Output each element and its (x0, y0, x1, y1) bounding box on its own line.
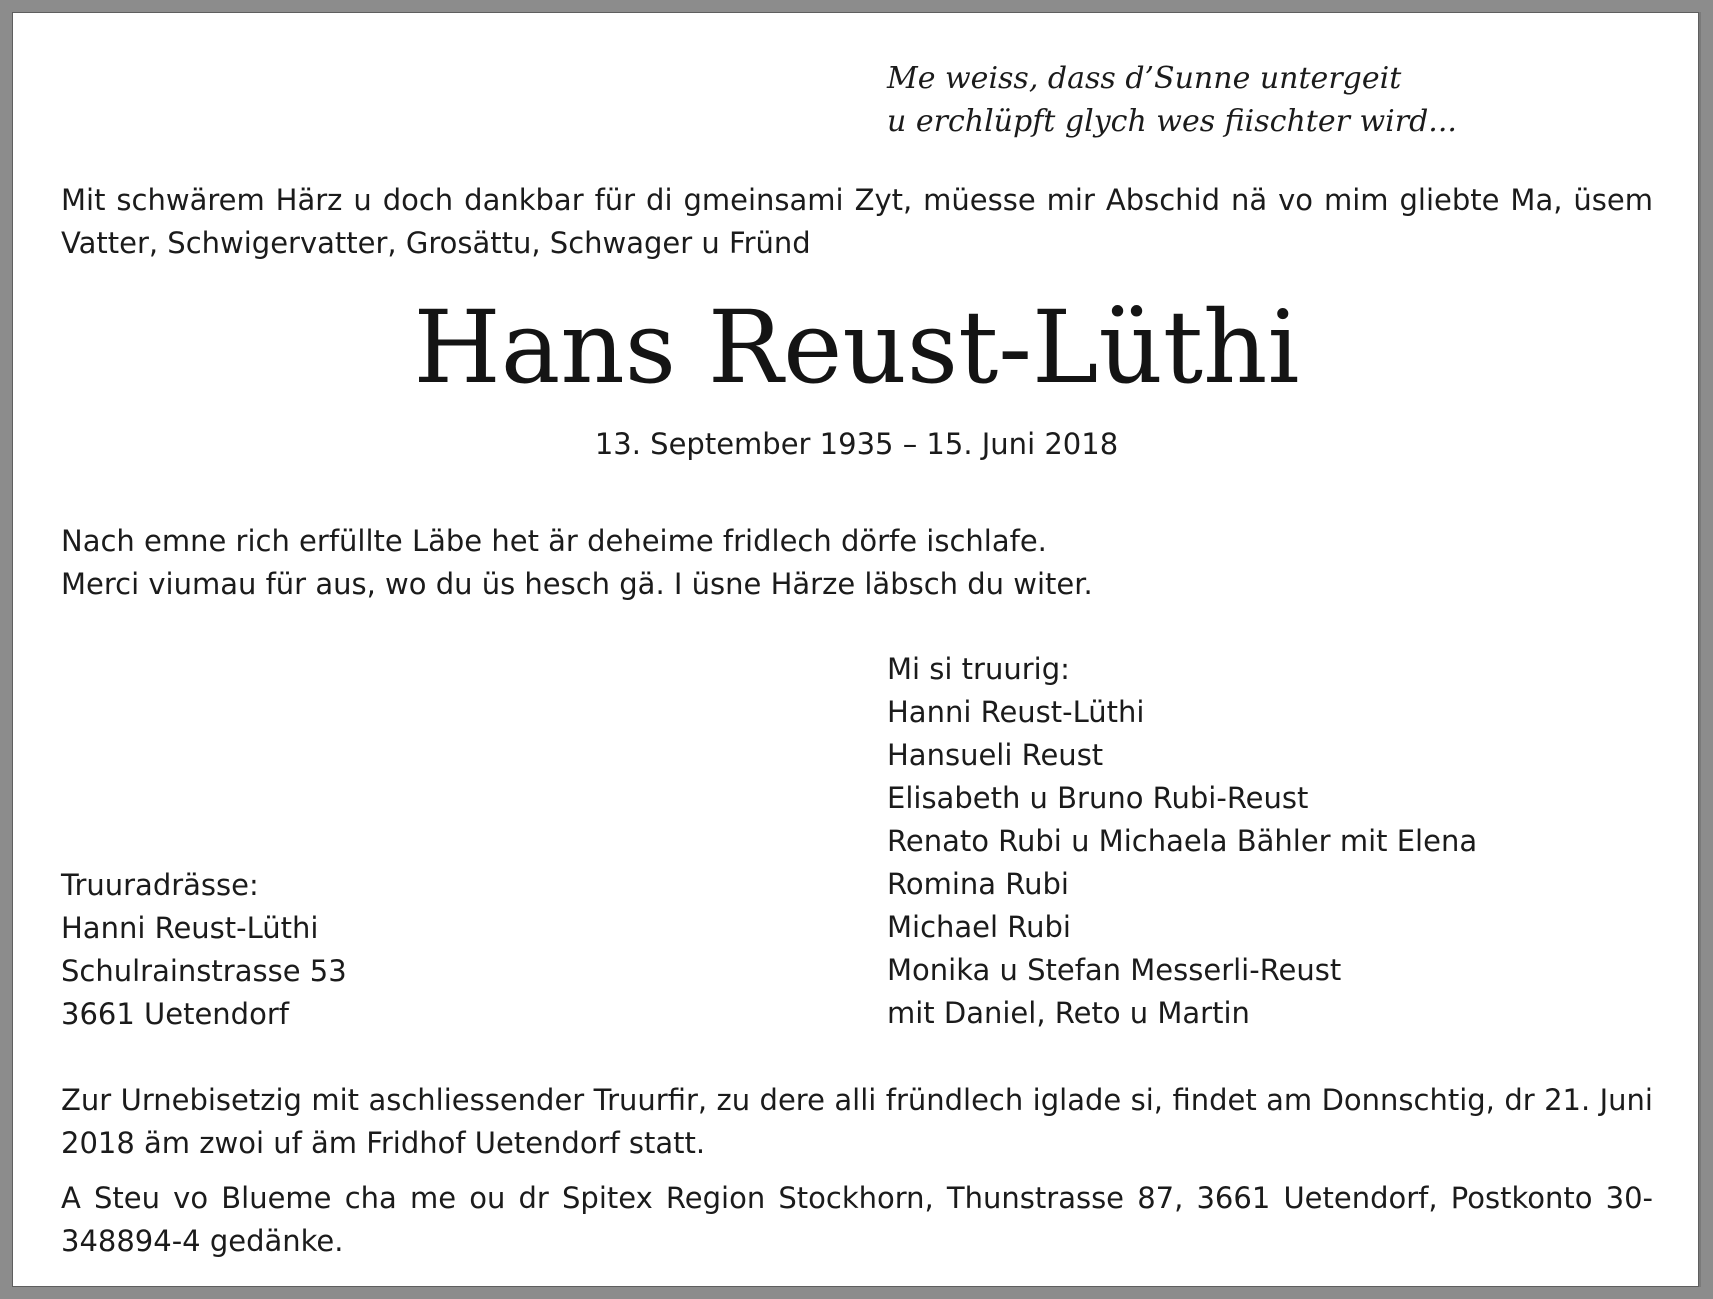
mourner-name: Renato Rubi u Michaela Bähler mit Elena (887, 824, 1478, 858)
donation-notice: A Steu vo Blueme cha me ou dr Spitex Region Stockhorn, Thunstrasse 87, 3661 Uetendorf, Postkonto 30-348894-4 gedänke. (61, 1181, 1653, 1258)
motto-quote (887, 57, 1457, 143)
page-frame-left (0, 0, 12, 1299)
deceased-name: Hans Reust-Lüthi (413, 289, 1300, 406)
mourners-heading: Mi si truurig: (887, 652, 1070, 686)
mourner-name: Elisabeth u Bruno Rubi-Reust (887, 781, 1309, 815)
condolence-address (61, 864, 347, 1036)
obituary-notice (12, 12, 1699, 1287)
mourner-name: Michael Rubi (887, 910, 1071, 944)
mourner-name: Romina Rubi (887, 867, 1069, 901)
address-heading: Truuradrässe: (61, 868, 259, 902)
page-frame-top (0, 0, 1713, 12)
mourner-name: Monika u Stefan Messerli-Reust (887, 953, 1342, 987)
page-frame-right (1701, 0, 1713, 1299)
farewell-line-2: Merci viumau für aus, wo du üs hesch gä. I üsne Härze läbsch du witer. (61, 567, 1093, 601)
funeral-notice: Zur Urnebisetzig mit aschliessender Truurfir, zu dere alli fründlech iglade si, findet am Donnschtig, dr 21. Juni 2018 äm zwoi uf äm Fridhof Uetendorf statt. (61, 1083, 1653, 1160)
intro-paragraph: Mit schwärem Härz u doch dankbar für di gmeinsami Zyt, müesse mir Abschid nä vo mim gliebte Ma, üsem Vatter, Schwigervatter, Grosättu, Schwager u Fründ (61, 183, 1653, 260)
mourners-list (887, 648, 1477, 1035)
address-city: 3661 Uetendorf (61, 997, 289, 1031)
mourner-name: Hanni Reust-Lüthi (887, 695, 1145, 729)
motto-line-1: Me weiss, dass d’Sunne untergeit (887, 61, 1402, 96)
farewell-message (61, 520, 1093, 606)
address-street: Schulrainstrasse 53 (61, 954, 347, 988)
page-frame-bottom (0, 1287, 1713, 1299)
mourner-name: Hansueli Reust (887, 738, 1104, 772)
farewell-line-1: Nach emne rich erfüllte Läbe het är deheime fridlech dörfe ischlafe. (61, 524, 1047, 558)
motto-line-2: u erchlüpft glych wes fiischter wird... (887, 104, 1457, 139)
address-name: Hanni Reust-Lüthi (61, 911, 319, 945)
life-dates: 13. September 1935 – 15. Juni 2018 (594, 427, 1119, 461)
mourner-name: mit Daniel, Reto u Martin (887, 996, 1250, 1030)
